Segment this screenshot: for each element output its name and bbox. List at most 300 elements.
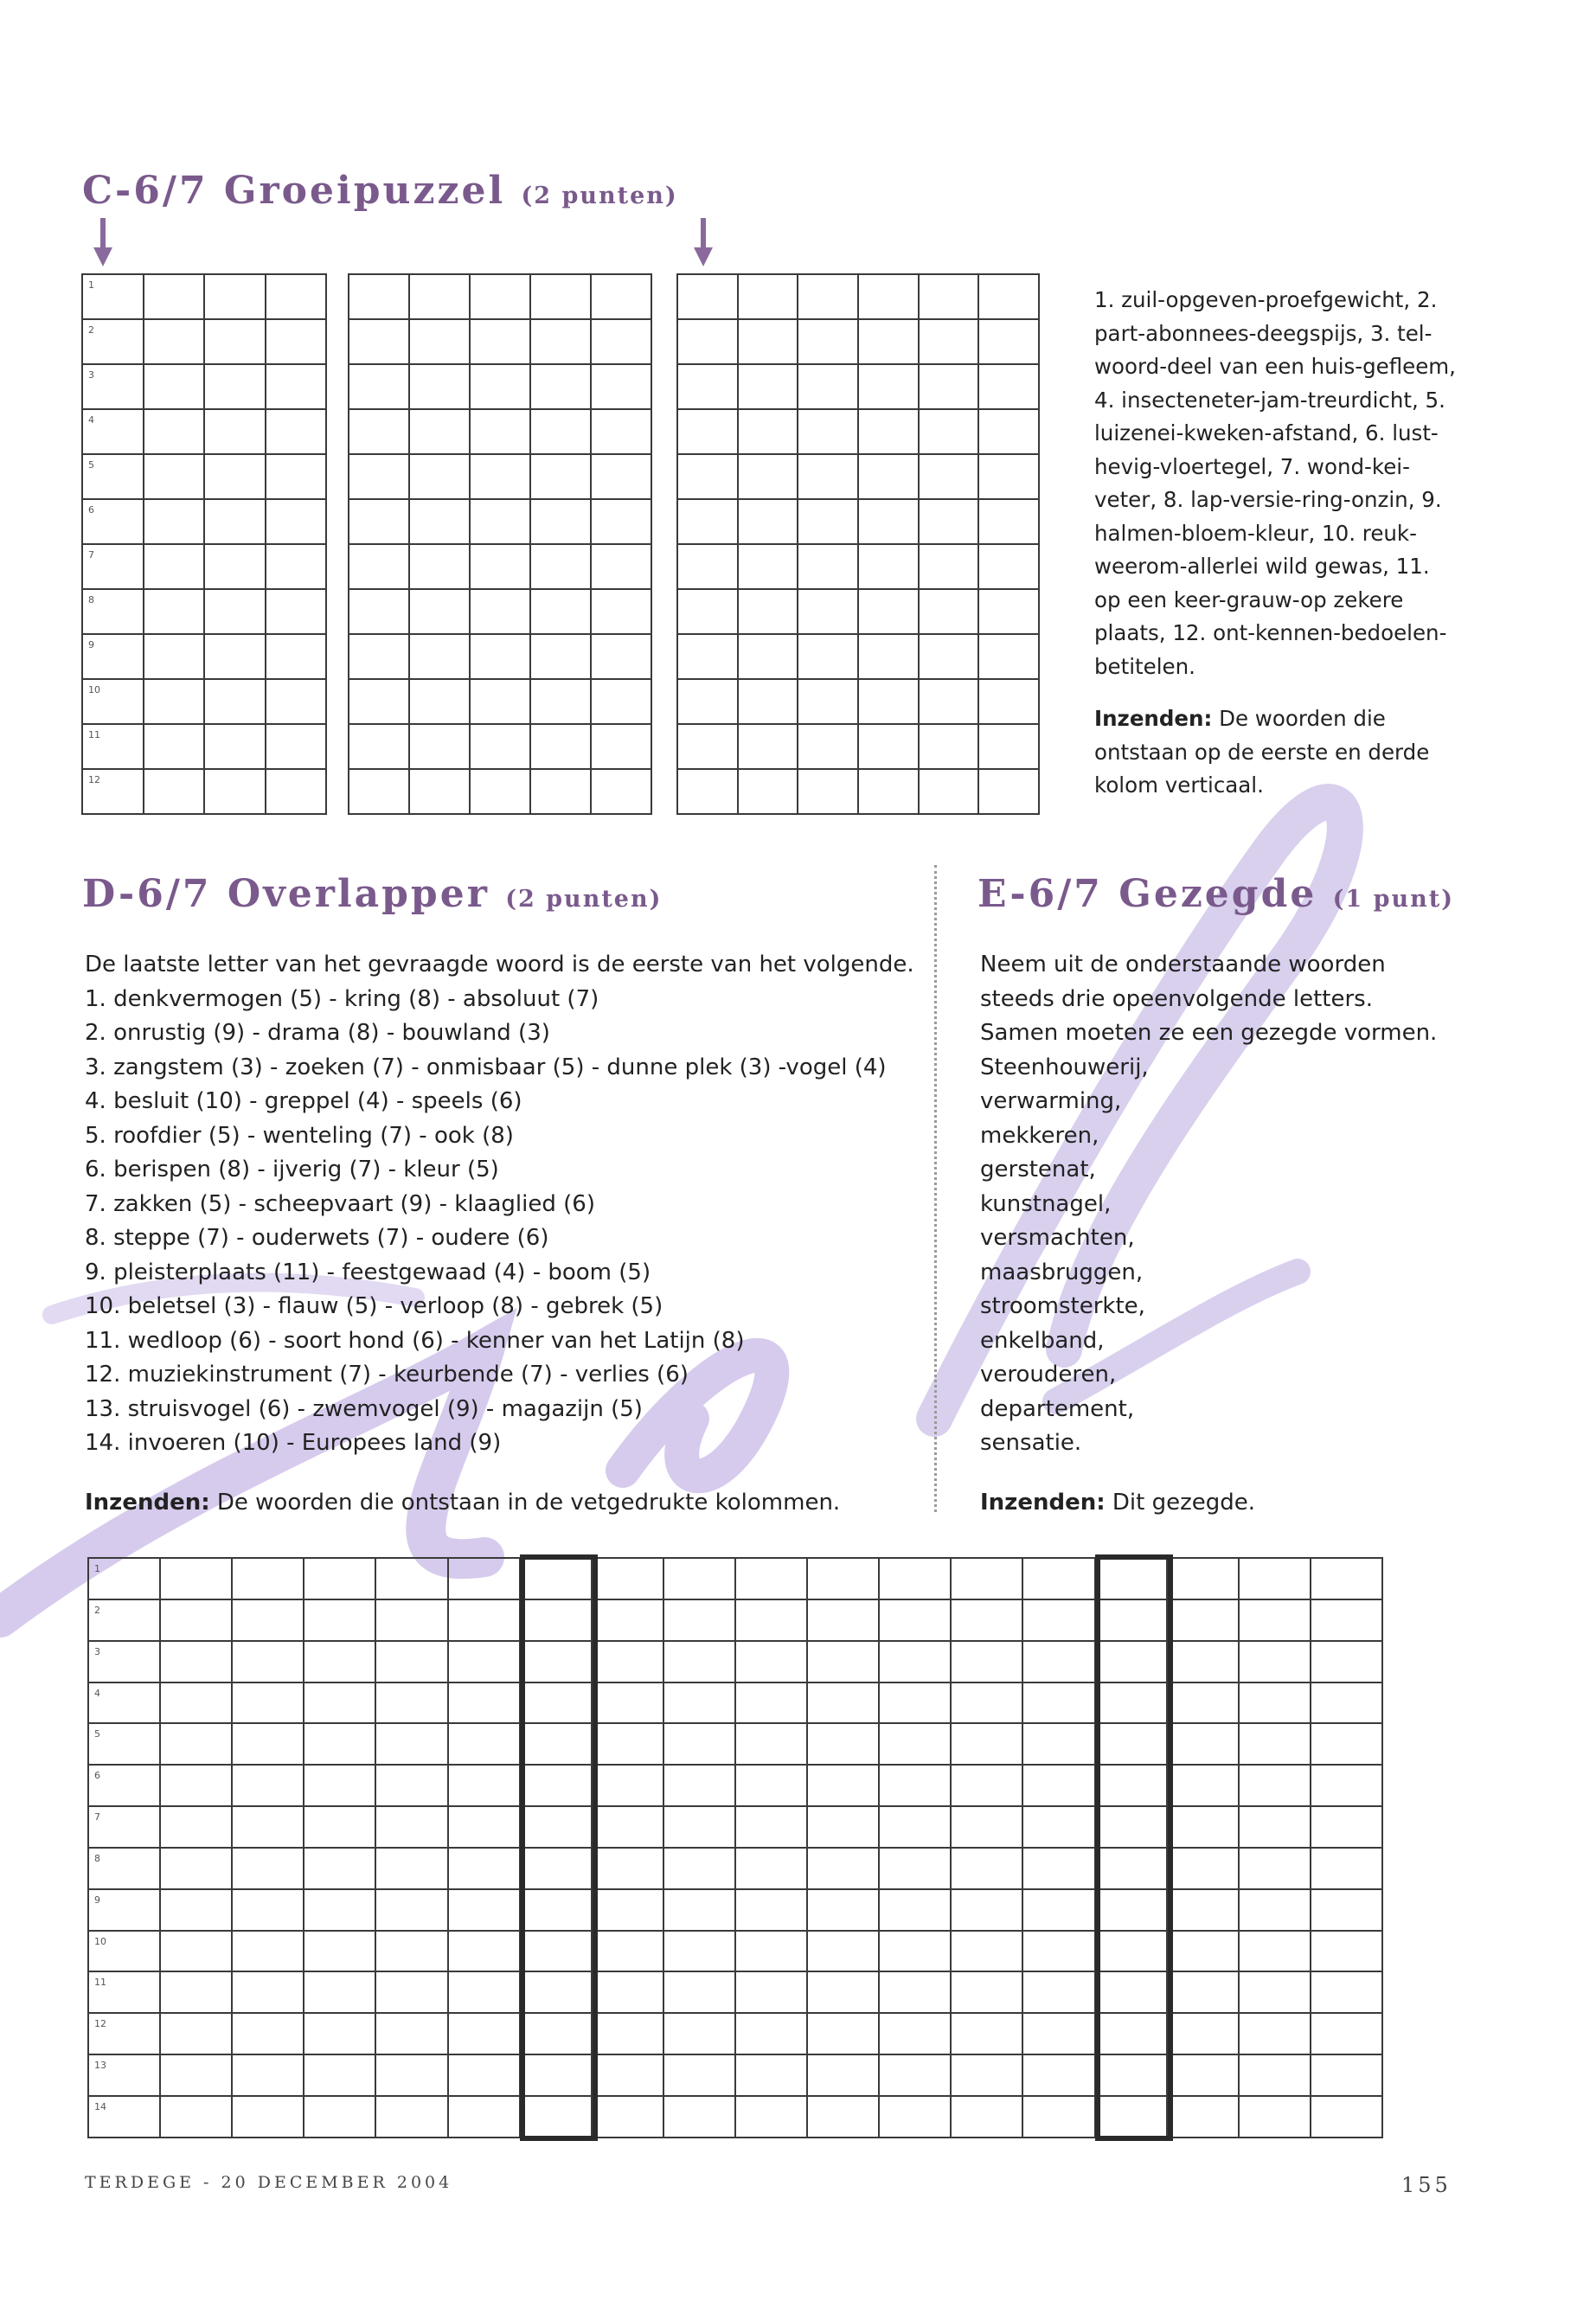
grid-cell[interactable] <box>735 1641 807 1682</box>
grid-cell[interactable] <box>858 634 919 679</box>
grid-cell[interactable] <box>530 769 591 814</box>
grid-cell[interactable] <box>592 1931 663 1972</box>
grid-cell[interactable] <box>470 319 530 364</box>
grid-cell[interactable] <box>735 2096 807 2138</box>
grid-cell[interactable] <box>1311 2013 1382 2054</box>
grid-cell[interactable] <box>738 679 798 724</box>
grid-cell[interactable] <box>919 499 979 544</box>
grid-cell[interactable] <box>663 1558 735 1599</box>
grid-cell[interactable] <box>144 364 205 409</box>
grid-cell[interactable] <box>470 679 530 724</box>
grid-cell[interactable] <box>530 454 591 499</box>
grid-cell[interactable] <box>735 1558 807 1599</box>
grid-cell[interactable] <box>798 364 858 409</box>
grid-cell[interactable] <box>807 2096 879 2138</box>
grid-cell[interactable] <box>858 724 919 769</box>
grid-cell[interactable] <box>448 1889 520 1931</box>
grid-cell[interactable] <box>349 724 409 769</box>
grid-cell[interactable] <box>738 589 798 634</box>
grid-cell[interactable] <box>858 679 919 724</box>
grid-cell[interactable] <box>807 1599 879 1641</box>
grid-cell[interactable] <box>144 454 205 499</box>
grid-cell[interactable] <box>798 769 858 814</box>
grid-cell[interactable] <box>530 589 591 634</box>
grid-cell[interactable] <box>807 1889 879 1931</box>
grid-cell[interactable] <box>375 1558 447 1599</box>
grid-cell[interactable] <box>448 1971 520 2013</box>
grid-cell[interactable] <box>349 454 409 499</box>
grid-cell[interactable] <box>798 409 858 454</box>
grid-cell[interactable] <box>1239 2096 1311 2138</box>
grid-cell[interactable] <box>591 724 651 769</box>
grid-cell[interactable] <box>204 409 266 454</box>
grid-cell[interactable] <box>1022 1931 1094 1972</box>
grid-cell[interactable] <box>304 1971 375 2013</box>
grid-cell[interactable] <box>470 589 530 634</box>
grid-cell[interactable] <box>738 544 798 589</box>
grid-cell[interactable] <box>409 724 470 769</box>
grid-cell[interactable] <box>978 499 1039 544</box>
grid-cell[interactable] <box>677 769 738 814</box>
grid-cell[interactable] <box>88 1765 160 1806</box>
grid-cell[interactable] <box>951 2054 1022 2096</box>
grid-cell[interactable] <box>807 1641 879 1682</box>
grid-cell[interactable] <box>735 1889 807 1931</box>
grid-cell[interactable] <box>1239 1971 1311 2013</box>
grid-cell[interactable] <box>807 2013 879 2054</box>
grid-cell[interactable] <box>204 319 266 364</box>
grid-cell[interactable] <box>738 364 798 409</box>
grid-cell[interactable] <box>448 1765 520 1806</box>
grid-cell[interactable] <box>1239 2013 1311 2054</box>
grid-cell[interactable] <box>470 769 530 814</box>
grid-cell[interactable] <box>470 634 530 679</box>
grid-cell[interactable] <box>1022 1848 1094 1889</box>
grid-cell[interactable] <box>677 634 738 679</box>
grid-cell[interactable] <box>448 1682 520 1724</box>
grid-cell[interactable] <box>266 499 327 544</box>
grid-cell[interactable] <box>1022 1723 1094 1765</box>
grid-cell[interactable] <box>798 589 858 634</box>
grid-cell[interactable] <box>1239 1641 1311 1682</box>
grid-cell[interactable] <box>858 319 919 364</box>
grid-cell[interactable] <box>1311 1931 1382 1972</box>
grid-cell[interactable]: 12 <box>82 769 144 814</box>
grid-cell[interactable] <box>232 1931 304 1972</box>
grid-cell[interactable] <box>663 2096 735 2138</box>
grid-cell[interactable] <box>88 1682 160 1724</box>
grid-cell[interactable] <box>204 364 266 409</box>
grid-cell[interactable] <box>144 274 205 319</box>
grid-cell[interactable] <box>409 634 470 679</box>
grid-cell[interactable] <box>88 1848 160 1889</box>
grid-cell[interactable] <box>738 769 798 814</box>
grid-cell[interactable] <box>951 1641 1022 1682</box>
grid-cell[interactable] <box>663 1641 735 1682</box>
grid-cell[interactable] <box>735 1723 807 1765</box>
grid-cell[interactable] <box>448 1806 520 1848</box>
grid-cell[interactable] <box>798 274 858 319</box>
grid-cell[interactable] <box>375 1641 447 1682</box>
grid-cell[interactable] <box>978 634 1039 679</box>
grid-cell[interactable] <box>879 1889 951 1931</box>
grid-cell[interactable] <box>919 679 979 724</box>
grid-cell[interactable] <box>1311 1641 1382 1682</box>
grid-cell[interactable] <box>951 1848 1022 1889</box>
grid-cell[interactable] <box>951 1806 1022 1848</box>
grid-cell[interactable] <box>1239 1599 1311 1641</box>
grid-cell[interactable] <box>1167 1599 1239 1641</box>
grid-cell[interactable] <box>304 1599 375 1641</box>
grid-cell[interactable] <box>798 499 858 544</box>
grid-cell[interactable] <box>738 724 798 769</box>
grid-cell[interactable] <box>144 589 205 634</box>
grid-cell[interactable] <box>204 634 266 679</box>
grid-cell[interactable] <box>1022 2054 1094 2096</box>
grid-cell[interactable] <box>1239 1889 1311 1931</box>
grid-cell[interactable] <box>951 2096 1022 2138</box>
grid-cell[interactable] <box>858 769 919 814</box>
grid-cell[interactable] <box>375 1889 447 1931</box>
grid-cell[interactable] <box>304 1558 375 1599</box>
grid-cell[interactable] <box>1022 1765 1094 1806</box>
grid-cell[interactable] <box>304 2054 375 2096</box>
grid-cell[interactable] <box>591 634 651 679</box>
grid-cell[interactable] <box>1239 1723 1311 1765</box>
grid-cell[interactable] <box>530 499 591 544</box>
grid-cell[interactable] <box>1311 1806 1382 1848</box>
grid-cell[interactable] <box>349 499 409 544</box>
grid-cell[interactable] <box>375 1931 447 1972</box>
grid-cell[interactable] <box>470 364 530 409</box>
grid-cell[interactable] <box>144 409 205 454</box>
grid-cell[interactable] <box>204 544 266 589</box>
grid-cell[interactable] <box>448 1931 520 1972</box>
grid-cell[interactable] <box>798 724 858 769</box>
grid-cell[interactable] <box>204 499 266 544</box>
grid-cell[interactable] <box>232 1682 304 1724</box>
grid-cell[interactable]: 4 <box>82 409 144 454</box>
grid-cell[interactable] <box>735 1806 807 1848</box>
grid-cell[interactable] <box>978 274 1039 319</box>
grid-cell[interactable] <box>349 319 409 364</box>
grid-cell[interactable] <box>663 1848 735 1889</box>
grid-cell[interactable] <box>88 1599 160 1641</box>
grid-cell[interactable] <box>663 1931 735 1972</box>
grid-cell[interactable] <box>530 319 591 364</box>
grid-cell[interactable] <box>807 1765 879 1806</box>
grid-cell[interactable] <box>1022 1641 1094 1682</box>
grid-cell[interactable] <box>88 2054 160 2096</box>
grid-cell[interactable] <box>735 1599 807 1641</box>
grid-cell[interactable] <box>735 1931 807 1972</box>
grid-cell[interactable]: 6 <box>82 499 144 544</box>
grid-cell[interactable] <box>591 544 651 589</box>
grid-cell[interactable]: 3 <box>82 364 144 409</box>
grid-cell[interactable] <box>349 679 409 724</box>
grid-cell[interactable] <box>1167 1806 1239 1848</box>
grid-cell[interactable] <box>448 1641 520 1682</box>
grid-cell[interactable] <box>879 1599 951 1641</box>
grid-cell[interactable] <box>1167 2013 1239 2054</box>
grid-cell[interactable] <box>470 724 530 769</box>
grid-cell[interactable] <box>677 274 738 319</box>
grid-cell[interactable] <box>677 544 738 589</box>
grid-cell[interactable] <box>879 1971 951 2013</box>
grid-cell[interactable] <box>266 769 327 814</box>
grid-cell[interactable] <box>1311 2054 1382 2096</box>
grid-cell[interactable] <box>591 769 651 814</box>
grid-cell[interactable] <box>978 319 1039 364</box>
grid-cell[interactable] <box>409 679 470 724</box>
grid-cell[interactable] <box>738 454 798 499</box>
grid-cell[interactable] <box>375 1765 447 1806</box>
grid-cell[interactable] <box>1311 1558 1382 1599</box>
grid-cell[interactable]: 7 <box>82 544 144 589</box>
grid-cell[interactable] <box>88 1558 160 1599</box>
grid-cell[interactable] <box>677 364 738 409</box>
grid-cell[interactable] <box>735 1682 807 1724</box>
grid-cell[interactable] <box>879 2054 951 2096</box>
grid-cell[interactable] <box>1239 1765 1311 1806</box>
grid-cell[interactable] <box>304 2013 375 2054</box>
grid-cell[interactable] <box>349 769 409 814</box>
grid-cell[interactable] <box>663 1682 735 1724</box>
grid-cell[interactable] <box>1311 1765 1382 1806</box>
grid-cell[interactable] <box>304 1641 375 1682</box>
grid-cell[interactable] <box>160 2013 232 2054</box>
grid-cell[interactable] <box>160 1599 232 1641</box>
grid-cell[interactable] <box>530 364 591 409</box>
grid-cell[interactable] <box>919 409 979 454</box>
grid-cell[interactable] <box>1167 1765 1239 1806</box>
grid-cell[interactable] <box>879 1641 951 1682</box>
grid-cell[interactable] <box>204 454 266 499</box>
grid-cell[interactable] <box>919 589 979 634</box>
grid-cell[interactable] <box>160 1848 232 1889</box>
grid-cell[interactable] <box>349 634 409 679</box>
grid-cell[interactable] <box>1022 1599 1094 1641</box>
grid-cell[interactable] <box>978 364 1039 409</box>
grid-cell[interactable] <box>735 2054 807 2096</box>
grid-cell[interactable] <box>1022 1889 1094 1931</box>
grid-cell[interactable] <box>349 544 409 589</box>
grid-cell[interactable] <box>951 1682 1022 1724</box>
grid-cell[interactable]: 10 <box>82 679 144 724</box>
grid-cell[interactable] <box>160 1806 232 1848</box>
grid-cell[interactable] <box>409 364 470 409</box>
grid-cell[interactable] <box>951 1971 1022 2013</box>
grid-cell[interactable] <box>1022 2096 1094 2138</box>
grid-cell[interactable] <box>470 274 530 319</box>
grid-cell[interactable]: 11 <box>82 724 144 769</box>
grid-cell[interactable] <box>1167 1641 1239 1682</box>
grid-cell[interactable] <box>592 1765 663 1806</box>
grid-cell[interactable] <box>160 2054 232 2096</box>
grid-cell[interactable] <box>592 1806 663 1848</box>
grid-cell[interactable] <box>951 1931 1022 1972</box>
grid-cell[interactable] <box>879 2013 951 2054</box>
grid-cell[interactable] <box>375 2054 447 2096</box>
grid-cell[interactable] <box>1167 1971 1239 2013</box>
grid-cell[interactable] <box>919 274 979 319</box>
grid-cell[interactable] <box>592 1558 663 1599</box>
grid-cell[interactable] <box>663 2013 735 2054</box>
grid-cell[interactable] <box>1167 1723 1239 1765</box>
grid-cell[interactable] <box>951 1558 1022 1599</box>
grid-cell[interactable] <box>88 1641 160 1682</box>
grid-cell[interactable] <box>677 724 738 769</box>
grid-cell[interactable] <box>470 454 530 499</box>
grid-cell[interactable] <box>798 544 858 589</box>
grid-cell[interactable] <box>677 499 738 544</box>
grid-cell[interactable] <box>409 769 470 814</box>
grid-cell[interactable] <box>858 409 919 454</box>
grid-cell[interactable] <box>592 2013 663 2054</box>
grid-cell[interactable] <box>1311 2096 1382 2138</box>
grid-cell[interactable] <box>232 1848 304 1889</box>
grid-cell[interactable]: 9 <box>82 634 144 679</box>
grid-cell[interactable] <box>88 1931 160 1972</box>
grid-cell[interactable] <box>879 1765 951 1806</box>
grid-cell[interactable] <box>951 1765 1022 1806</box>
grid-cell[interactable] <box>304 1723 375 1765</box>
grid-cell[interactable] <box>144 499 205 544</box>
grid-cell[interactable] <box>919 769 979 814</box>
grid-cell[interactable] <box>592 1848 663 1889</box>
grid-cell[interactable] <box>738 319 798 364</box>
grid-cell[interactable] <box>592 1641 663 1682</box>
grid-cell[interactable] <box>349 589 409 634</box>
grid-cell[interactable] <box>530 274 591 319</box>
grid-cell[interactable] <box>266 634 327 679</box>
grid-cell[interactable] <box>144 769 205 814</box>
grid-cell[interactable] <box>204 589 266 634</box>
grid-cell[interactable] <box>858 589 919 634</box>
grid-cell[interactable] <box>88 1889 160 1931</box>
grid-cell[interactable] <box>160 1641 232 1682</box>
grid-cell[interactable] <box>530 409 591 454</box>
grid-cell[interactable] <box>879 1558 951 1599</box>
grid-cell[interactable] <box>448 1723 520 1765</box>
grid-cell[interactable] <box>978 454 1039 499</box>
grid-cell[interactable] <box>232 2096 304 2138</box>
grid-cell[interactable] <box>144 724 205 769</box>
grid-cell[interactable] <box>663 1599 735 1641</box>
grid-cell[interactable] <box>951 2013 1022 2054</box>
grid-cell[interactable] <box>735 1765 807 1806</box>
grid-cell[interactable] <box>232 1641 304 1682</box>
grid-cell[interactable] <box>160 1765 232 1806</box>
grid-cell[interactable] <box>232 1558 304 1599</box>
grid-cell[interactable] <box>1167 1931 1239 1972</box>
grid-cell[interactable] <box>858 364 919 409</box>
grid-cell[interactable] <box>304 1889 375 1931</box>
grid-cell[interactable] <box>1239 1931 1311 1972</box>
grid-cell[interactable] <box>232 2054 304 2096</box>
grid-cell[interactable] <box>448 1599 520 1641</box>
grid-cell[interactable] <box>858 544 919 589</box>
grid-cell[interactable] <box>919 364 979 409</box>
grid-cell[interactable] <box>592 1723 663 1765</box>
grid-cell[interactable] <box>663 1889 735 1931</box>
grid-cell[interactable] <box>919 724 979 769</box>
grid-cell[interactable] <box>663 1806 735 1848</box>
grid-cell[interactable] <box>858 454 919 499</box>
grid-cell[interactable]: 1 <box>82 274 144 319</box>
grid-cell[interactable] <box>592 1599 663 1641</box>
grid-cell[interactable] <box>663 1971 735 2013</box>
grid-cell[interactable] <box>1167 1558 1239 1599</box>
grid-cell[interactable] <box>663 2054 735 2096</box>
grid-cell[interactable] <box>798 634 858 679</box>
grid-cell[interactable] <box>951 1889 1022 1931</box>
grid-cell[interactable] <box>592 2054 663 2096</box>
grid-cell[interactable] <box>1311 1599 1382 1641</box>
grid-cell[interactable] <box>160 1682 232 1724</box>
grid-cell[interactable] <box>448 1558 520 1599</box>
grid-cell[interactable] <box>738 274 798 319</box>
grid-cell[interactable] <box>160 1971 232 2013</box>
grid-cell[interactable] <box>1239 1848 1311 1889</box>
grid-cell[interactable] <box>677 319 738 364</box>
grid-cell[interactable] <box>677 679 738 724</box>
grid-cell[interactable] <box>951 1723 1022 1765</box>
grid-cell[interactable] <box>1239 1682 1311 1724</box>
grid-cell[interactable] <box>530 544 591 589</box>
grid-cell[interactable] <box>470 499 530 544</box>
grid-cell[interactable] <box>470 544 530 589</box>
grid-cell[interactable] <box>1239 1558 1311 1599</box>
grid-cell[interactable] <box>919 544 979 589</box>
grid-cell[interactable] <box>858 274 919 319</box>
grid-cell[interactable] <box>1022 1971 1094 2013</box>
grid-cell[interactable] <box>592 2096 663 2138</box>
grid-cell[interactable] <box>677 409 738 454</box>
grid-cell[interactable] <box>879 1806 951 1848</box>
grid-cell[interactable] <box>1022 1558 1094 1599</box>
grid-cell[interactable] <box>1167 1848 1239 1889</box>
grid-cell[interactable] <box>375 2013 447 2054</box>
grid-cell[interactable] <box>591 499 651 544</box>
grid-cell[interactable] <box>738 634 798 679</box>
grid-cell[interactable]: 2 <box>82 319 144 364</box>
grid-cell[interactable] <box>375 1971 447 2013</box>
grid-cell[interactable] <box>266 589 327 634</box>
grid-cell[interactable]: 8 <box>82 589 144 634</box>
grid-cell[interactable] <box>978 724 1039 769</box>
grid-cell[interactable] <box>409 499 470 544</box>
grid-cell[interactable] <box>591 319 651 364</box>
grid-cell[interactable] <box>807 1682 879 1724</box>
grid-cell[interactable] <box>470 409 530 454</box>
grid-cell[interactable] <box>530 634 591 679</box>
grid-cell[interactable] <box>1022 2013 1094 2054</box>
grid-cell[interactable] <box>232 1971 304 2013</box>
grid-cell[interactable] <box>807 1848 879 1889</box>
grid-cell[interactable] <box>591 274 651 319</box>
grid-cell[interactable] <box>88 1723 160 1765</box>
grid-cell[interactable] <box>879 1848 951 1889</box>
grid-cell[interactable] <box>349 364 409 409</box>
grid-cell[interactable] <box>919 634 979 679</box>
grid-cell[interactable] <box>88 2096 160 2138</box>
grid-cell[interactable] <box>160 2096 232 2138</box>
grid-cell[interactable] <box>232 1889 304 1931</box>
grid-cell[interactable] <box>88 1806 160 1848</box>
grid-cell[interactable] <box>738 499 798 544</box>
grid-cell[interactable] <box>591 454 651 499</box>
